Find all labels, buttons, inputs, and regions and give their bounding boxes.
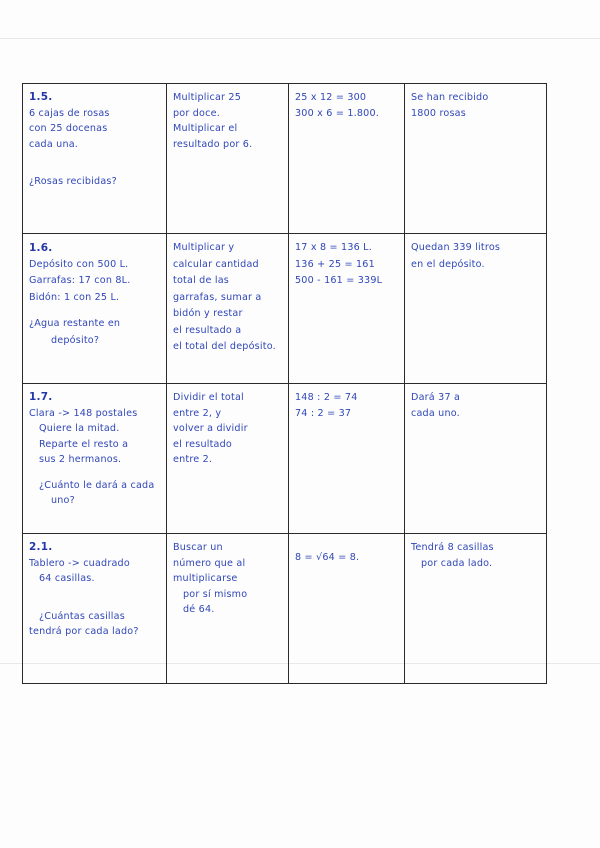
problem-question: uno? bbox=[51, 495, 75, 506]
plan-line: el resultado bbox=[173, 438, 232, 450]
answer-line: cada uno. bbox=[411, 407, 460, 419]
answer-line: Se han recibido bbox=[411, 92, 489, 103]
plan-line: por sí mismo bbox=[183, 588, 248, 600]
problem-question: ¿Cuántas casillas bbox=[39, 610, 125, 622]
operations-cell bbox=[289, 384, 405, 534]
plan-line: el total del depósito. bbox=[173, 341, 276, 352]
plan-line: multiplicarse bbox=[173, 573, 238, 584]
plan-line: garrafas, sumar a bbox=[173, 291, 262, 303]
plan-line: por doce. bbox=[173, 107, 220, 119]
answer-line: Tendrá 8 casillas bbox=[411, 542, 494, 553]
problem-number: 2.1. bbox=[29, 541, 53, 553]
problem-line: 6 cajas de rosas bbox=[29, 107, 110, 119]
answer-cell bbox=[405, 534, 547, 684]
plan-line: Multiplicar el bbox=[173, 123, 238, 134]
operation-line: 148 : 2 = 74 bbox=[295, 392, 358, 403]
plan-line: Multiplicar 25 bbox=[173, 92, 242, 103]
problem-solving-table bbox=[22, 83, 547, 684]
problem-line: Garrafas: 17 con 8L. bbox=[29, 275, 131, 286]
problem-question: ¿Cuánto le dará a cada bbox=[39, 479, 155, 491]
answer-line: Dará 37 a bbox=[411, 392, 461, 403]
problem-line: 64 casillas. bbox=[39, 573, 95, 584]
problem-question: tendrá por cada lado? bbox=[29, 626, 139, 637]
problem-question: ¿Agua restante en bbox=[29, 318, 121, 329]
plan-line: Buscar un bbox=[173, 542, 223, 553]
problem-cell bbox=[23, 534, 167, 684]
problem-question: ¿Rosas recibidas? bbox=[29, 176, 117, 187]
operation-line: 8 = √64 = 8. bbox=[295, 552, 360, 563]
plan-cell bbox=[167, 234, 289, 384]
plan-line: total de las bbox=[173, 275, 229, 286]
operation-line: 300 x 6 = 1.800. bbox=[295, 107, 380, 119]
operation-line: 17 x 8 = 136 L. bbox=[295, 242, 372, 253]
table-row bbox=[23, 84, 547, 234]
problem-cell bbox=[23, 384, 167, 534]
plan-line: entre 2, y bbox=[173, 407, 222, 419]
problem-number: 1.5. bbox=[29, 91, 53, 103]
operation-line: 500 - 161 = 339L bbox=[295, 275, 383, 286]
problem-number: 1.6. bbox=[29, 242, 53, 254]
answer-line: por cada lado. bbox=[421, 557, 493, 569]
problem-number: 1.7. bbox=[29, 391, 53, 403]
plan-cell bbox=[167, 534, 289, 684]
plan-line: Multiplicar y bbox=[173, 242, 235, 253]
plan-cell bbox=[167, 84, 289, 234]
answer-cell bbox=[405, 84, 547, 234]
plan-line: número que al bbox=[173, 557, 246, 569]
operations-cell bbox=[289, 84, 405, 234]
problem-line: Quiere la mitad. bbox=[39, 423, 120, 434]
problem-cell bbox=[23, 234, 167, 384]
problem-cell bbox=[23, 84, 167, 234]
plan-line: dé 64. bbox=[183, 604, 215, 615]
answer-line: Quedan 339 litros bbox=[411, 242, 501, 253]
problem-line: Reparte el resto a bbox=[39, 438, 129, 450]
answer-line: 1800 rosas bbox=[411, 107, 466, 119]
problem-line: sus 2 hermanos. bbox=[39, 454, 122, 465]
plan-line: calcular cantidad bbox=[173, 258, 259, 270]
problem-line: Clara -> 148 postales bbox=[29, 407, 138, 419]
problem-line: Depósito con 500 L. bbox=[29, 258, 129, 270]
answer-cell bbox=[405, 384, 547, 534]
plan-line: Dividir el total bbox=[173, 392, 244, 403]
plan-line: bidón y restar bbox=[173, 308, 243, 319]
answer-cell bbox=[405, 234, 547, 384]
table-row bbox=[23, 384, 547, 534]
plan-line: el resultado a bbox=[173, 324, 242, 336]
plan-line: entre 2. bbox=[173, 454, 213, 465]
operations-cell bbox=[289, 234, 405, 384]
operation-line: 74 : 2 = 37 bbox=[295, 407, 352, 419]
table-row bbox=[23, 234, 547, 384]
operations-cell bbox=[289, 534, 405, 684]
plan-line: volver a dividir bbox=[173, 423, 248, 434]
table-row bbox=[23, 534, 547, 684]
operation-line: 136 + 25 = 161 bbox=[295, 258, 375, 270]
plan-cell bbox=[167, 384, 289, 534]
problem-line: Tablero -> cuadrado bbox=[29, 557, 130, 569]
answer-line: en el depósito. bbox=[411, 258, 485, 270]
faint-ruled-line bbox=[0, 38, 600, 39]
operation-line: 25 x 12 = 300 bbox=[295, 92, 367, 103]
problem-question: depósito? bbox=[51, 334, 100, 346]
plan-line: resultado por 6. bbox=[173, 138, 253, 150]
problem-line: Bidón: 1 con 25 L. bbox=[29, 291, 120, 303]
problem-line: cada una. bbox=[29, 138, 79, 150]
problem-line: con 25 docenas bbox=[29, 123, 108, 134]
